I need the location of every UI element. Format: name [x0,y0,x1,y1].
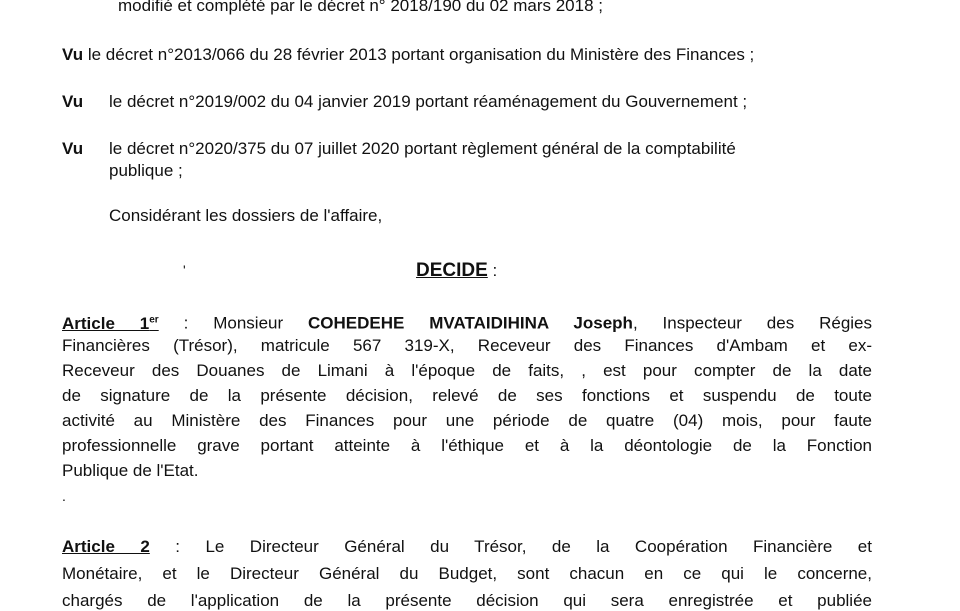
article1-label: Article 1er [62,313,159,333]
article1-monsieur: Monsieur [213,313,284,333]
considerant: Considérant les dossiers de l'affaire, [109,206,383,225]
article2-text: Le Directeur Général du Trésor, de la Coopération Financière et [205,537,872,556]
article1-after: , Inspecteur des Régies [632,313,873,333]
visa-3-text-cont: publique ; [109,161,183,180]
visa-1-prefix: Vu [62,45,84,64]
stray-mark: ' [183,262,186,278]
stray-dot: . [62,488,66,504]
top-line: modifié et complété par le décret n° 2018/190 du 02 mars 2018 ; [118,0,603,15]
article2-label: Article 2 [62,537,150,556]
visa-3-prefix: Vu [62,139,84,158]
article2-line-1: Monétaire, et le Directeur Général du Budget, sont chacun en ce qui le concerne, [62,564,872,583]
article1-colon: : [183,313,189,333]
article1-line-3: de signature de la présente décision, relevé de ses fonctions et suspendu de toute [62,386,872,405]
decide-colon: : [492,261,498,280]
visa-3-text: le décret n°2020/375 du 07 juillet 2020 portant règlement général de la comptabilité [109,139,736,158]
article1-line-2: Receveur des Douanes de Limani à l'époque de faits, , est pour compter de la date [62,361,872,380]
article1-line-6: Publique de l'Etat. [62,461,199,480]
article1-line-0 [62,310,872,334]
article2-line-2: chargés de l'application de la présente décision qui sera enregistrée et publiée [62,591,872,610]
article1-line-5: professionnelle grave portant atteinte à l'éthique et à la déontologie de la Fonction [62,436,872,455]
visa-1 [62,45,754,65]
article2-line-0 [62,537,872,557]
article2-colon: : [175,537,180,556]
decide-title: DECIDE [416,260,488,281]
article1-line-4: activité au Ministère des Finances pour une période de quatre (04) mois, pour faute [62,411,872,430]
visa-2-prefix: Vu [62,92,84,111]
article1-line-1: Financières (Trésor), matricule 567 319-X, Receveur des Finances d'Ambam et ex- [62,336,872,355]
decide-heading [416,260,497,282]
article1-name: COHEDEHE MVATAIDIHINA Joseph [308,313,633,333]
visa-1-text: le décret n°2013/066 du 28 février 2013 portant organisation du Ministère des Finances ; [87,45,755,64]
visa-2-text: le décret n°2019/002 du 04 janvier 2019 portant réaménagement du Gouvernement ; [109,92,748,111]
